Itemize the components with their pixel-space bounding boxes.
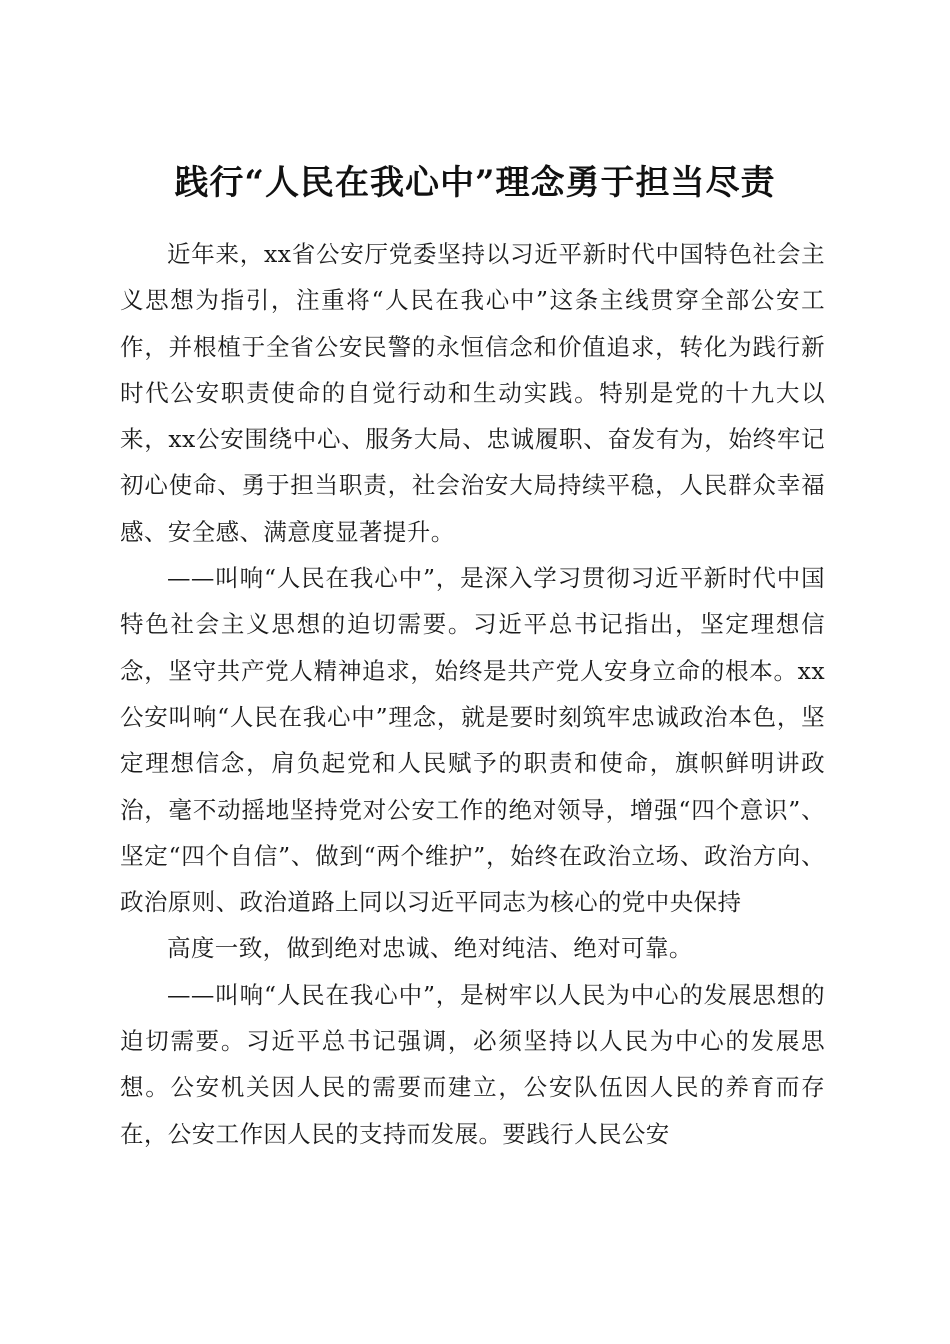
document-body <box>120 231 825 1157</box>
document-title: 践行“人民在我心中”理念勇于担当尽责 <box>174 162 776 203</box>
paragraph-theory-need: ——叫响“人民在我心中”，是深入学习贯彻习近平新时代中国特色社会主义思想的迫切需要。习近平总书记指出，坚定理想信念，坚守共产党人精神追求，始终是共产党人安身立命的根本。xx公安叫响“人民在我心中”理念，就是要时刻筑牢忠诚政治本色，坚定理想信念，肩负起党和人民赋予的职责和使命，旗帜鲜明讲政治，毫不动摇地坚持党对公安工作的绝对领导，增强“四个意识”、坚定“四个自信”、做到“两个维护”，始终在政治立场、政治方向、政治原则、政治道路上同以习近平同志为核心的党中央保持 <box>120 564 825 917</box>
paragraph-intro: 近年来，xx省公安厅党委坚持以习近平新时代中国特色社会主义思想为指引，注重将“人民在我心中”这条主线贯穿全部公安工作，并根植于全省公安民警的永恒信念和价值追求，转化为践行新时代公安职责使命的自觉行动和生动实践。特别是党的十九大以来，xx公安围绕中心、服务大局、忠诚履职、奋发有为，始终牢记初心使命、勇于担当职责，社会治安大局持续平稳，人民群众幸福感、安全感、满意度显著提升。 <box>120 240 825 546</box>
paragraph-continuation: 高度一致，做到绝对忠诚、绝对纯洁、绝对可靠。 <box>167 934 693 963</box>
paragraph-people-centered: ——叫响“人民在我心中”，是树牢以人民为中心的发展思想的迫切需要。习近平总书记强调，必须坚持以人民为中心的发展思想。公安机关因人民的需要而建立，公安队伍因人民的养育而存在，公安工作因人民的支持而发展。要践行人民公安 <box>120 980 825 1148</box>
